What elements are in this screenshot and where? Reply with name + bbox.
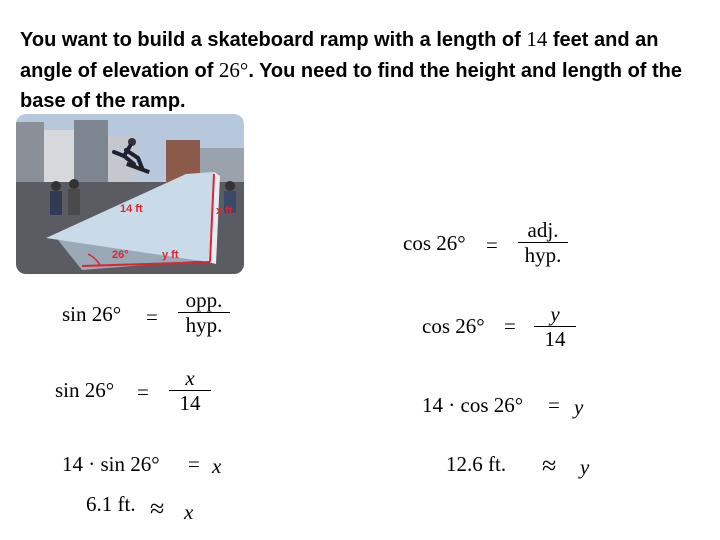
sin-step1-lhs: sin 26° <box>62 302 122 326</box>
problem-text-2: feet and an angle of elevation of <box>20 29 659 82</box>
sin-step4-lhs: 6.1 ft. <box>86 492 136 516</box>
sin-step1-eq: = <box>146 305 158 329</box>
sin-step2-den: 14 <box>179 391 201 415</box>
sin-step3-rhs: x <box>212 454 222 478</box>
building-white <box>44 130 74 182</box>
building-left <box>16 122 44 182</box>
crowd-body <box>50 191 62 215</box>
photo-label-height: x ft <box>216 205 233 217</box>
cos-step4-lhs: 12.6 ft. <box>446 452 507 476</box>
cos-step1-lhs: cos 26° <box>403 231 466 255</box>
photo-label-angle: 26° <box>112 249 129 261</box>
problem-statement <box>20 24 710 116</box>
cos-step1-fraction <box>518 218 568 267</box>
cos-step2-num: y <box>550 302 560 326</box>
ramp-illustration <box>16 114 244 274</box>
cos-step1-den: hyp. <box>524 243 562 267</box>
cos-step3-eq: = <box>548 393 560 417</box>
cos-step2-fraction <box>534 302 576 351</box>
crowd-head <box>69 179 79 189</box>
cos-step1-num: adj. <box>527 218 559 242</box>
cos-step2-lhs: cos 26° <box>422 314 485 338</box>
crowd-head <box>51 181 61 191</box>
crowd-head <box>225 181 235 191</box>
cos-step4-approx: ≈ <box>542 451 557 480</box>
sin-step2-num: x <box>185 366 195 390</box>
sin-step4-approx: ≈ <box>150 494 165 523</box>
skateboard-ramp-photo <box>16 114 244 274</box>
photo-label-base: y ft <box>162 249 179 261</box>
cos-step3-rhs: y <box>574 395 584 419</box>
ramp-length-value: 14 <box>526 27 548 51</box>
photo-label-hyp: 14 ft <box>120 203 143 215</box>
sin-step2-fraction <box>169 366 211 415</box>
problem-text-1: You want to build a skateboard ramp with a length of <box>20 29 527 51</box>
cos-step3-lhs: 14 · cos 26° <box>422 393 524 417</box>
sin-step2-eq: = <box>137 380 149 404</box>
sin-step3-eq: = <box>188 452 200 476</box>
sin-step3-lhs: 14 · sin 26° <box>62 452 160 476</box>
cos-step2-den: 14 <box>544 327 566 351</box>
sin-step2-lhs: sin 26° <box>55 378 115 402</box>
sin-step1-fraction <box>178 288 230 337</box>
cos-step1-eq: = <box>486 233 498 257</box>
problem-text-3: . You need to find the height and length of the base of the ramp. <box>20 60 682 112</box>
sin-step1-den: hyp. <box>185 313 223 337</box>
ramp-angle-value: 26° <box>218 58 249 82</box>
cos-step4-rhs: y <box>580 455 590 479</box>
sin-step1-num: opp. <box>185 288 223 312</box>
crowd-body <box>68 189 80 215</box>
building-tall <box>74 120 108 182</box>
sin-step4-rhs: x <box>184 500 194 524</box>
cos-step2-eq: = <box>504 314 516 338</box>
